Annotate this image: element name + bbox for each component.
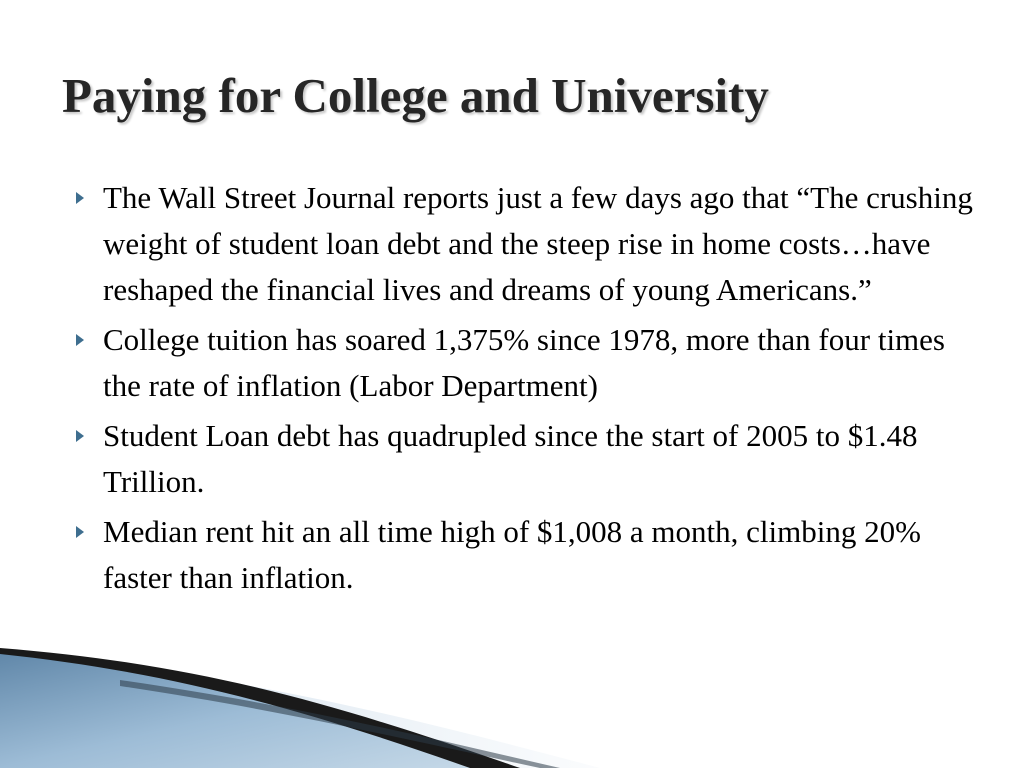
bullet-arrow-icon	[76, 430, 84, 442]
bullet-text: The Wall Street Journal reports just a few days ago that “The crushing weight of student loan debt and the steep rise in home costs…have reshaped the financial lives and dreams of young Americans.”	[103, 180, 973, 307]
bullet-item	[76, 413, 976, 505]
bullet-text: College tuition has soared 1,375% since 1978, more than four times the rate of inflation (Labor Department)	[103, 322, 945, 403]
bullet-item	[76, 175, 976, 313]
bullet-arrow-icon	[76, 192, 84, 204]
bullet-text: Median rent hit an all time high of $1,008 a month, climbing 20% faster than inflation.	[103, 514, 921, 595]
bullet-arrow-icon	[76, 334, 84, 346]
bullet-item	[76, 317, 976, 409]
bullet-list	[76, 175, 976, 605]
bullet-arrow-icon	[76, 526, 84, 538]
bullet-item	[76, 509, 976, 601]
decorative-swoosh	[0, 640, 1024, 768]
slide-title: Paying for College and University	[62, 68, 769, 123]
bullet-text: Student Loan debt has quadrupled since the start of 2005 to $1.48 Trillion.	[103, 418, 918, 499]
